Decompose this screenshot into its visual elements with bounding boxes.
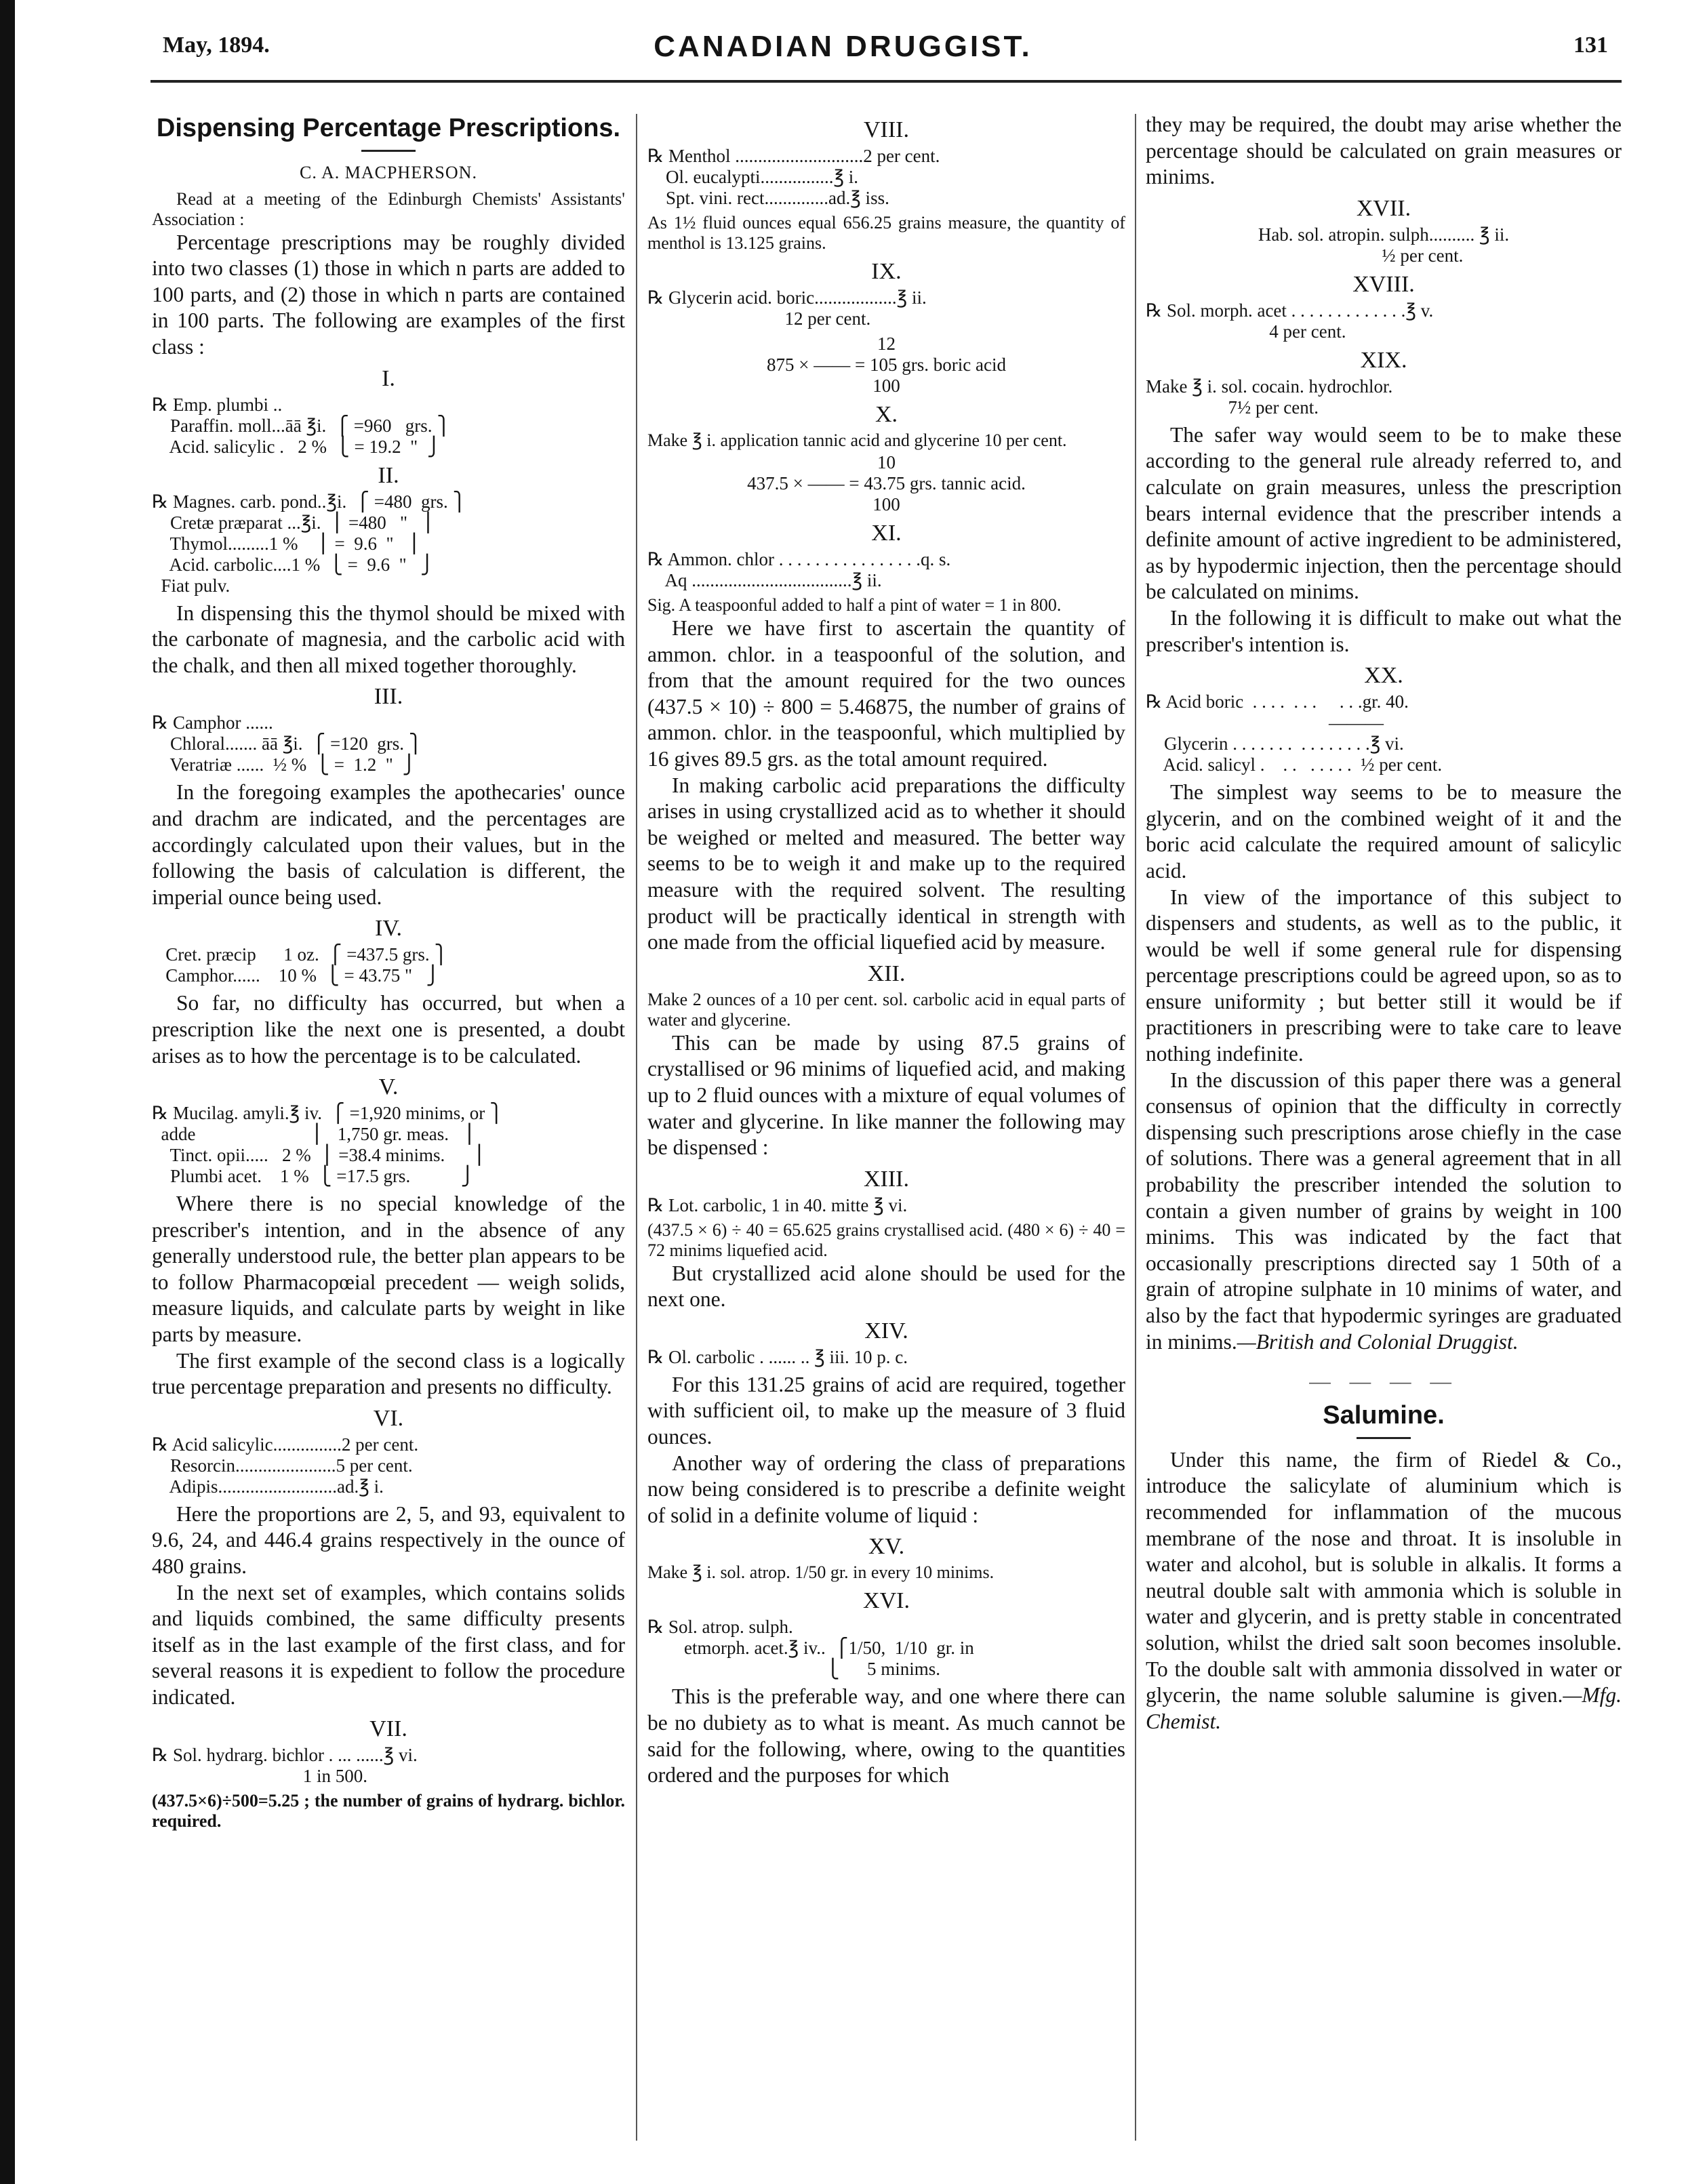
- paragraph: In the foregoing examples the apothecaries' ounce and drachm are indicated, and the percentages are accordingly calculated upon their values, but in the following the basis of calculation is different, the imperial ounce being used.: [152, 780, 625, 909]
- paragraph: Percentage prescriptions may be roughly divided into two classes (1) those in which n parts are added to 100 parts, and (2) those in which n parts are contained in 100 parts. The following are examples of the first class :: [152, 230, 625, 359]
- prescription: ℞ Emp. plumbi .. Paraffin. moll...āā ℥i. ⎧ =960 grs. ⎫ Acid. salicylic . 2 % ⎩ = 19.2 " ⎭: [152, 394, 451, 457]
- section-numeral: V.: [378, 1074, 399, 1100]
- paragraph: The first example of the second class is a logically true percentage preparation and presents no difficulty.: [152, 1348, 625, 1399]
- calculation-note: (437.5×6)÷500=5.25 ; the number of grains of hydrarg. bichlor. required.: [152, 1790, 625, 1831]
- calculation-note: (437.5 × 6) ÷ 40 = 65.625 grains crystallised acid. (480 × 6) ÷ 40 = 72 minims liquefied acid.: [647, 1219, 1125, 1260]
- paragraph-text: In the discussion of this paper there was a general consensus of opinion that the difficulty in correctly dispensing such prescriptions arose chiefly in the case of solutions. There was a general agreement that in all probability the prescriber intended the solution to contain a given number of grains by weight in 100 minims. This was indicated by the fact that occasionally prescriptions directed say 1 50th of a grain of atropine sulphate in 10 minims of water, and also by the fact that hypodermic syringes are graduated in minims.: [1146, 1068, 1622, 1354]
- scan-edge-bar: [0, 0, 15, 2184]
- prescription: ℞ Lot. carbolic, 1 in 40. mitte ℥ vi.: [647, 1194, 908, 1215]
- article-note: Read at a meeting of the Edinburgh Chemists' Assistants' Association :: [152, 188, 625, 229]
- paragraph: The simplest way seems to be to measure the glycerin, and on the combined weight of it and the boric acid calculate the required amount of salicylic acid.: [1146, 780, 1622, 883]
- section-numeral: III.: [374, 684, 403, 710]
- section-numeral: XII.: [867, 960, 906, 986]
- journal-title: CANADIAN DRUGGIST.: [654, 30, 1032, 63]
- issue-date: May, 1894.: [163, 33, 270, 58]
- prescription: Make ℥ i. sol. atrop. 1/50 gr. in every 10 minims.: [647, 1562, 995, 1583]
- paragraph: In the following it is difficult to make out what the prescriber's intention is.: [1146, 605, 1622, 656]
- column-2: [647, 112, 1125, 1789]
- prescription: Make ℥ i. application tannic acid and glycerine 10 per cent.: [647, 430, 1067, 450]
- section-numeral: I.: [382, 365, 395, 391]
- prescription: ℞ Sol. morph. acet . . . . . . . . . . . . .℥ v. 4 per cent.: [1146, 300, 1434, 342]
- calculation: 10 437.5 × —— = 43.75 grs. tannic acid. 100: [747, 452, 1026, 514]
- section-numeral: XVI.: [863, 1588, 910, 1614]
- prescription: ℞ Acid salicylic...............2 per cent. Resorcin......................5 per cent. Adipis..........................ad.℥ i.: [152, 1434, 419, 1497]
- section-numeral: VIII.: [863, 117, 910, 142]
- column-1: [152, 112, 625, 1832]
- prescription: ℞ Magnes. carb. pond..℥i. ⎧ =480 grs. ⎫ Cretæ præparat ...℥i. ⎪ =480 " ⎪ Thymol.........1 % ⎪ = 9.6 " ⎪ Acid. carbolic....1 % ⎩ = 9.6 " ⎭ Fiat pulv.: [152, 491, 466, 596]
- paragraph: Where there is no special knowledge of the prescriber's intention, and in the absence of any generally understood rule, the better plan appears to be to follow Pharmacopœial precedent — weigh solids, measure liquids, and calculate parts by weight in like parts by measure.: [152, 1192, 625, 1347]
- prescription: Make 2 ounces of a 10 per cent. sol. carbolic acid in equal parts of water and glycerine.: [647, 989, 1125, 1030]
- section-numeral: X.: [875, 402, 898, 427]
- section-numeral: XIII.: [863, 1166, 910, 1192]
- section-numeral: XIV.: [864, 1318, 908, 1343]
- calculation-note: As 1½ fluid ounces equal 656.25 grains measure, the quantity of menthol is 13.125 grains.: [647, 213, 1125, 253]
- section-numeral: XVII.: [1356, 195, 1411, 221]
- paragraph: This can be made by using 87.5 grains of crystallised or 96 minims of liquefied acid, and making up to 2 fluid ounces with a mixture of equal volumes of water and glycerine. In like manner the following may be dispensed :: [647, 1030, 1125, 1160]
- paragraph: In the next set of examples, which contains solids and liquids combined, the same difficulty presents itself as in the last example of the first class, and for several reasons it is expedient to follow the procedure indicated.: [152, 1580, 625, 1709]
- section-separator: — — — —: [1309, 1369, 1458, 1394]
- paragraph: Another way of ordering the class of preparations now being considered is to prescribe a definite weight of solid in a definite volume of liquid :: [647, 1451, 1125, 1527]
- source-credit: —Mfg. Chemist.: [1146, 1683, 1622, 1733]
- section-numeral: II.: [378, 462, 399, 488]
- paragraph: The safer way would seem to be to make these according to the general rule already referred to, and calculate on grain measures, unless the prescription bears internal evidence that the prescriber intends a definite amount of active ingredient to be administered, as by hypodermic injection, then the percentage should be calculated on minims.: [1146, 422, 1622, 604]
- article-title: Dispensing Percentage Prescriptions.: [156, 114, 621, 142]
- paragraph: In view of the importance of this subject to dispensers and students, as well as to the public, it would be well if some general rule for dispensing percentage prescriptions could be agreed upon, so as to ensure uniformity ; but better still it would be if practitioners in prescribing were to take care to leave nothing indefinite.: [1146, 885, 1622, 1066]
- title-rule: [361, 150, 416, 152]
- prescription: Make ℥ i. sol. cocain. hydrochlor. 7½ per cent.: [1146, 376, 1393, 418]
- paragraph: In dispensing this the thymol should be mixed with the carbonate of magnesia, and the carbolic acid with the chalk, and then all mixed together thoroughly.: [152, 601, 625, 677]
- author: C. A. MACPHERSON.: [300, 163, 477, 182]
- column-3: [1146, 112, 1622, 1735]
- column-divider-2: [1135, 114, 1136, 2141]
- paragraph: But crystallized acid alone should be used for the next one.: [647, 1261, 1125, 1312]
- prescription: ℞ Acid boric . . . . . . . . . .gr. 40. ——— Glycerin . . . . . . . . . . . . . . .℥ vi. Acid. salicyl . . . . . . . . ½ per cent.: [1146, 691, 1443, 775]
- paragraph-text: Under this name, the firm of Riedel & Co., introduce the salicylate of aluminium which is recommended for inflammation of the mucous membrane of the nose and throat. It is insoluble in water and alcohol, but is soluble in alkalis. It forms a neutral double salt with ammonia which is soluble in water and glycerin, and is pretty stable in concentrated solution, whilst the dried salt soon becomes insoluble. To the double salt with ammonia dissolved in water or glycerin, the name soluble salumine is given.: [1146, 1447, 1622, 1707]
- title-rule: [1357, 1437, 1411, 1439]
- prescription: ℞ Ammon. chlor . . . . . . . . . . . . . . . .q. s. Aq ...................................℥ ii.: [647, 549, 951, 590]
- column-divider-1: [636, 114, 637, 2141]
- paragraph: In making carbolic acid preparations the difficulty arises in using crystallized acid as to whether it should be weighed or melted and measured. The better way seems to be to weigh it and make up to the required measure with the required solvent. The resulting product will be practically identical in strength with one made from the official liquefied acid by measure.: [647, 773, 1125, 954]
- paragraph: For this 131.25 grains of acid are required, together with sufficient oil, to make up the measure of 3 fluid ounces.: [647, 1372, 1125, 1449]
- section-numeral: XVIII.: [1352, 271, 1415, 297]
- calculation: 12 875 × —— = 105 grs. boric acid 100: [767, 333, 1006, 396]
- header-rule: [150, 80, 1622, 83]
- paragraph: they may be required, the doubt may arise whether the percentage should be calculated on grain measures or minims.: [1146, 113, 1622, 189]
- calculation-note: Sig. A teaspoonful added to half a pint of water = 1 in 800.: [647, 595, 1062, 615]
- section-numeral: XX.: [1364, 663, 1403, 689]
- prescription: ℞ Mucilag. amyli.℥ iv. ⎧ =1,920 minims, or ⎫ adde ⎪ 1,750 gr. meas. ⎪ Tinct. opii..... 2 % ⎪ =38.4 minims. ⎪ Plumbi acet. 1 % ⎩ =17.5 grs. ⎭: [152, 1103, 504, 1187]
- section-numeral: IX.: [871, 259, 902, 284]
- prescription: ℞ Menthol ............................2 per cent. Ol. eucalypti................℥ i. Spt. vini. rect..............ad.℥ iss.: [647, 146, 940, 208]
- paragraph: [1146, 1447, 1622, 1735]
- article-title: Salumine.: [1323, 1400, 1445, 1430]
- prescription: ℞ Sol. hydrarg. bichlor . ... ......℥ vi. 1 in 500.: [152, 1744, 418, 1786]
- paragraph: [1146, 1068, 1622, 1356]
- prescription: Cret. præcip 1 oz. ⎧ =437.5 grs. ⎫ Camphor...... 10 % ⎩ = 43.75 " ⎭: [165, 944, 448, 986]
- section-numeral: XIX.: [1360, 347, 1407, 373]
- section-numeral: VI.: [373, 1405, 404, 1431]
- source-credit: —British and Colonial Druggist.: [1237, 1329, 1519, 1354]
- section-numeral: VII.: [369, 1716, 407, 1741]
- prescription: ℞ Camphor ...... Chloral....... āā ℥i. ⎧ =120 grs. ⎫ Veratriæ ...... ½ % ⎩ = 1.2 " ⎭: [152, 712, 423, 775]
- prescription: ℞ Glycerin acid. boric..................℥ ii. 12 per cent.: [647, 287, 927, 329]
- prescription: Hab. sol. atropin. sulph.......... ℥ ii. ½ per cent.: [1258, 224, 1510, 266]
- prescription: ℞ Sol. atrop. sulph. etmorph. acet.℥ iv.. ⎧1/50, 1/10 gr. in ⎩ 5 minims.: [647, 1617, 974, 1680]
- section-numeral: XV.: [868, 1534, 905, 1560]
- paragraph: Here the proportions are 2, 5, and 93, equivalent to 9.6, 24, and 446.4 grains respectively in the ounce of 480 grains.: [152, 1501, 625, 1579]
- section-numeral: IV.: [375, 916, 402, 942]
- page-number: 131: [1573, 33, 1608, 58]
- section-numeral: XI.: [871, 521, 902, 546]
- prescription: ℞ Ol. carbolic . ...... .. ℥ iii. 10 p. c.: [647, 1346, 908, 1367]
- paragraph: This is the preferable way, and one where there can be no dubiety as to what is meant. As much cannot be said for the following, where, owing to the quantities ordered and the purposes for which: [647, 1684, 1125, 1787]
- paragraph: Here we have first to ascertain the quantity of ammon. chlor. in a teaspoonful of the solution, and from that the amount required for the two ounces (437.5 × 10) ÷ 800 = 5.46875, the number of grains of ammon. chlor. in the teaspoonful, which multiplied by 16 gives 89.5 grs. as the total amount required.: [647, 616, 1125, 771]
- paragraph: So far, no difficulty has occurred, but when a prescription like the next one is presented, a doubt arises as to how the percentage is to be calculated.: [152, 991, 625, 1068]
